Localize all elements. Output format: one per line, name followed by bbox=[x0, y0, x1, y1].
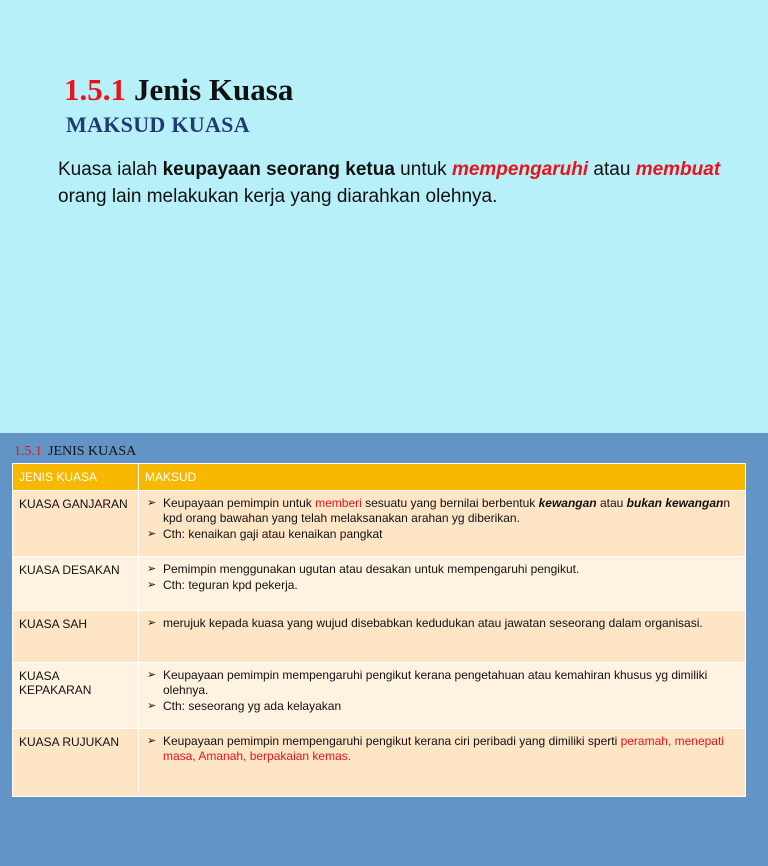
row-description bbox=[139, 729, 746, 797]
row-description bbox=[139, 611, 746, 663]
arrow-bullet-icon: ➢ bbox=[147, 579, 157, 591]
definition-text: untuk bbox=[394, 159, 452, 180]
table-row bbox=[13, 557, 746, 611]
point-highlight: peramah, menepati masa, Amanah, berpakaian kemas. bbox=[163, 734, 724, 763]
row-name: KUASA KEPAKARAN bbox=[13, 663, 139, 729]
point-text: atau bbox=[596, 496, 627, 510]
table-row bbox=[13, 491, 746, 557]
slide-jenis-kuasa bbox=[0, 433, 768, 866]
list-item bbox=[145, 699, 739, 714]
point-text: Cth: teguran kpd pekerja. bbox=[163, 578, 298, 592]
arrow-bullet-icon: ➢ bbox=[147, 617, 157, 629]
row-name: KUASA RUJUKAN bbox=[13, 729, 139, 797]
slide1-definition bbox=[58, 156, 748, 210]
table-row bbox=[13, 663, 746, 729]
arrow-bullet-icon: ➢ bbox=[147, 497, 157, 509]
list-item bbox=[145, 578, 739, 593]
slide1-subtitle: MAKSUD KUASA bbox=[66, 112, 250, 137]
point-text: Cth: kenaikan gaji atau kenaikan pangkat bbox=[163, 527, 383, 541]
slide2-title-number: 1.5.1 bbox=[14, 444, 42, 459]
list-item bbox=[145, 562, 739, 577]
list-item bbox=[145, 734, 739, 764]
table-header-row bbox=[13, 464, 746, 491]
row-description bbox=[139, 491, 746, 557]
arrow-bullet-icon: ➢ bbox=[147, 669, 157, 681]
point-text: Keupayaan pemimpin untuk bbox=[163, 496, 316, 510]
slide1-title-number: 1.5.1 bbox=[64, 72, 126, 107]
definition-highlight: mempengaruhi bbox=[451, 159, 589, 180]
slide1-title bbox=[64, 72, 293, 108]
list-item bbox=[145, 527, 739, 542]
point-emphasis: bukan kewangan bbox=[626, 496, 724, 510]
point-text: Cth: seseorang yg ada kelayakan bbox=[163, 699, 342, 713]
arrow-bullet-icon: ➢ bbox=[147, 700, 157, 712]
list-item bbox=[145, 496, 739, 526]
definition-highlight: membuat bbox=[635, 159, 721, 180]
row-description bbox=[139, 663, 746, 729]
arrow-bullet-icon: ➢ bbox=[147, 563, 157, 575]
table-row bbox=[13, 611, 746, 663]
definition-text: orang lain melakukan kerja yang diarahkan olehnya. bbox=[58, 186, 498, 207]
point-text: merujuk kepada kuasa yang wujud disebabkan kedudukan atau jawatan seseorang dalam organisasi. bbox=[163, 616, 703, 630]
definition-text: atau bbox=[588, 159, 636, 180]
jenis-kuasa-table bbox=[12, 463, 746, 797]
definition-text: Kuasa ialah bbox=[58, 159, 163, 180]
point-text: Pemimpin menggunakan ugutan atau desakan untuk mempengaruhi pengikut. bbox=[163, 562, 580, 576]
row-description bbox=[139, 557, 746, 611]
point-emphasis: kewangan bbox=[538, 496, 597, 510]
point-text: n kpd orang bawahan yang telah melaksanakan arahan yg diberikan. bbox=[163, 496, 731, 525]
point-text: Keupayaan pemimpin mempengaruhi pengikut kerana ciri peribadi yang dimiliki sperti bbox=[163, 734, 621, 748]
arrow-bullet-icon: ➢ bbox=[147, 735, 157, 747]
slide1-title-text: Jenis Kuasa bbox=[134, 72, 294, 107]
list-item bbox=[145, 616, 739, 631]
slide2-title-text: JENIS KUASA bbox=[48, 444, 137, 459]
slide2-title bbox=[14, 444, 136, 460]
row-name: KUASA DESAKAN bbox=[13, 557, 139, 611]
header-jenis-kuasa: JENIS KUASA bbox=[13, 464, 139, 491]
row-name: KUASA SAH bbox=[13, 611, 139, 663]
point-text: Keupayaan pemimpin mempengaruhi pengikut kerana pengetahuan atau kemahiran khusus yg dimiliki olehnya. bbox=[163, 668, 708, 697]
point-highlight: memberi bbox=[315, 496, 362, 510]
point-text: sesuatu yang bernilai berbentuk bbox=[361, 496, 539, 510]
arrow-bullet-icon: ➢ bbox=[147, 528, 157, 540]
row-name: KUASA GANJARAN bbox=[13, 491, 139, 557]
table-row bbox=[13, 729, 746, 797]
header-maksud: MAKSUD bbox=[139, 464, 746, 491]
list-item bbox=[145, 668, 739, 698]
definition-bold: keupayaan seorang ketua bbox=[162, 159, 395, 180]
